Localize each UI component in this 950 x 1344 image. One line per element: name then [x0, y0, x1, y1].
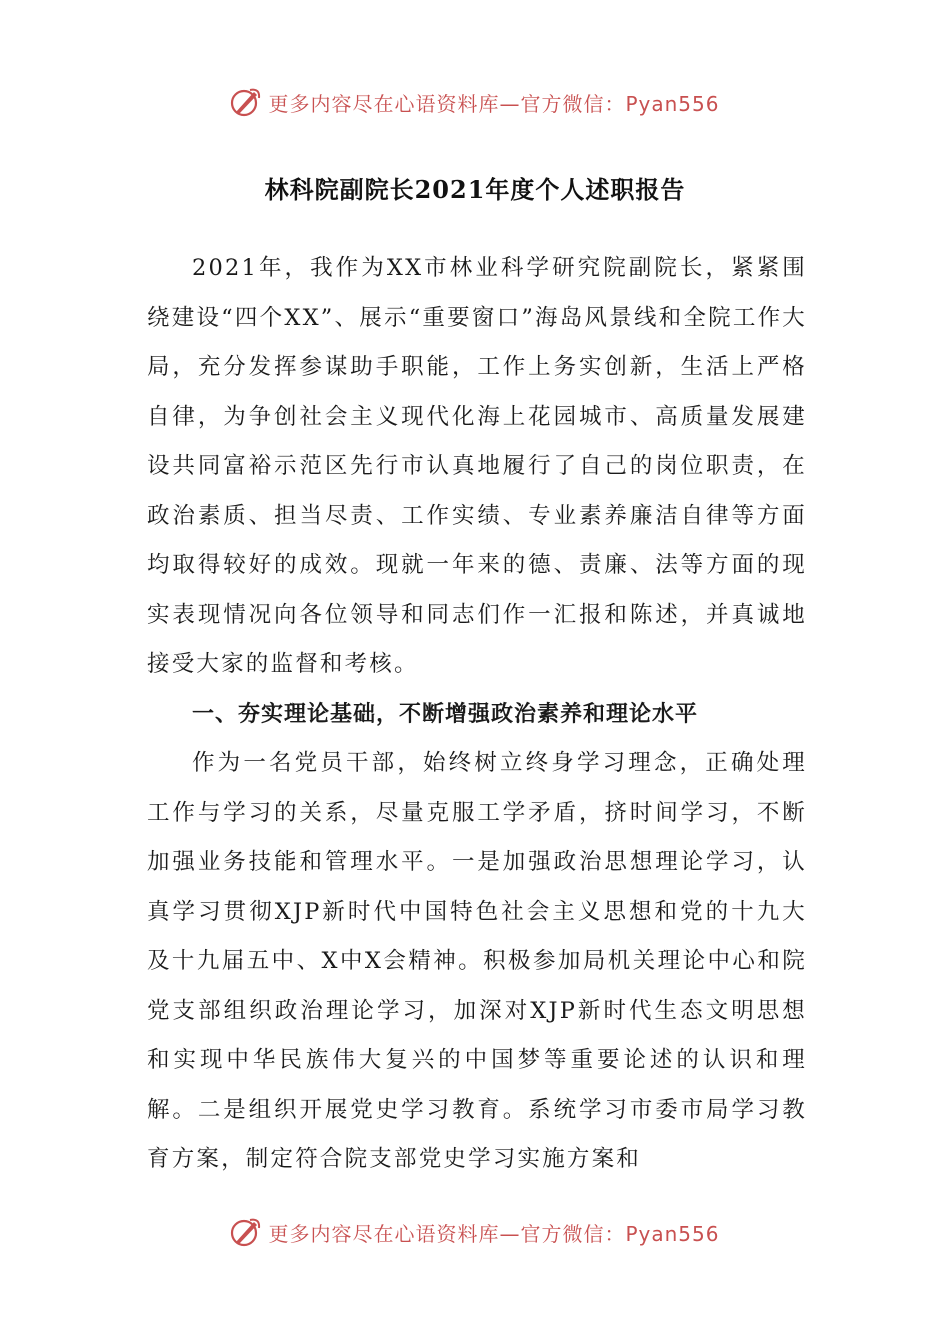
- section-1-heading: 一、夯实理论基础，不断增强政治素养和理论水平: [192, 701, 699, 727]
- quill-pen-icon: [230, 1216, 262, 1248]
- document-title: 林科院副院长2021年度个人述职报告: [264, 175, 686, 204]
- watermark-text: 更多内容尽在心语资料库—官方微信：Pyan556: [268, 91, 720, 116]
- watermark-text: 更多内容尽在心语资料库—官方微信：Pyan556: [268, 1221, 720, 1246]
- section-1-paragraph: 作为一名党员干部，始终树立终身学习理念，正确处理工作与学习的关系，尽量克服工学矛盾，挤时间学习，不断加强业务技能和管理水平。一是加强政治思想理论学习，认真学习贯彻XJP新时代中国特色社会主义思想和党的十九大及十九届五中、X中X会精神。积极参加局机关理论中心和院党支部组织政治理论学习，加深对XJP新时代生态文明思想和实现中华民族伟大复兴的中国梦等重要论述的认识和理解。二是组织开展党史学习教育。系统学习市委市局学习教育方案，制定符合院支部党史学习实施方案和: [147, 750, 807, 1172]
- watermark-banner-bottom: [0, 1212, 950, 1252]
- watermark-banner-top: [0, 82, 950, 122]
- intro-paragraph: 2021年，我作为XX市林业科学研究院副院长，紧紧围绕建设“四个XX”、展示“重要窗口”海岛风景线和全院工作大局，充分发挥参谋助手职能，工作上务实创新，生活上严格自律，为争创社会主义现代化海上花园城市、高质量发展建设共同富裕示范区先行市认真地履行了自己的岗位职责，在政治素质、担当尽责、工作实绩、专业素养廉洁自律等方面均取得较好的成效。现就一年来的德、责廉、法等方面的现实表现情况向各位领导和同志们作一汇报和陈述，并真诚地接受大家的监督和考核。: [147, 255, 807, 677]
- document-body: [147, 244, 807, 1185]
- quill-pen-icon: [230, 86, 262, 118]
